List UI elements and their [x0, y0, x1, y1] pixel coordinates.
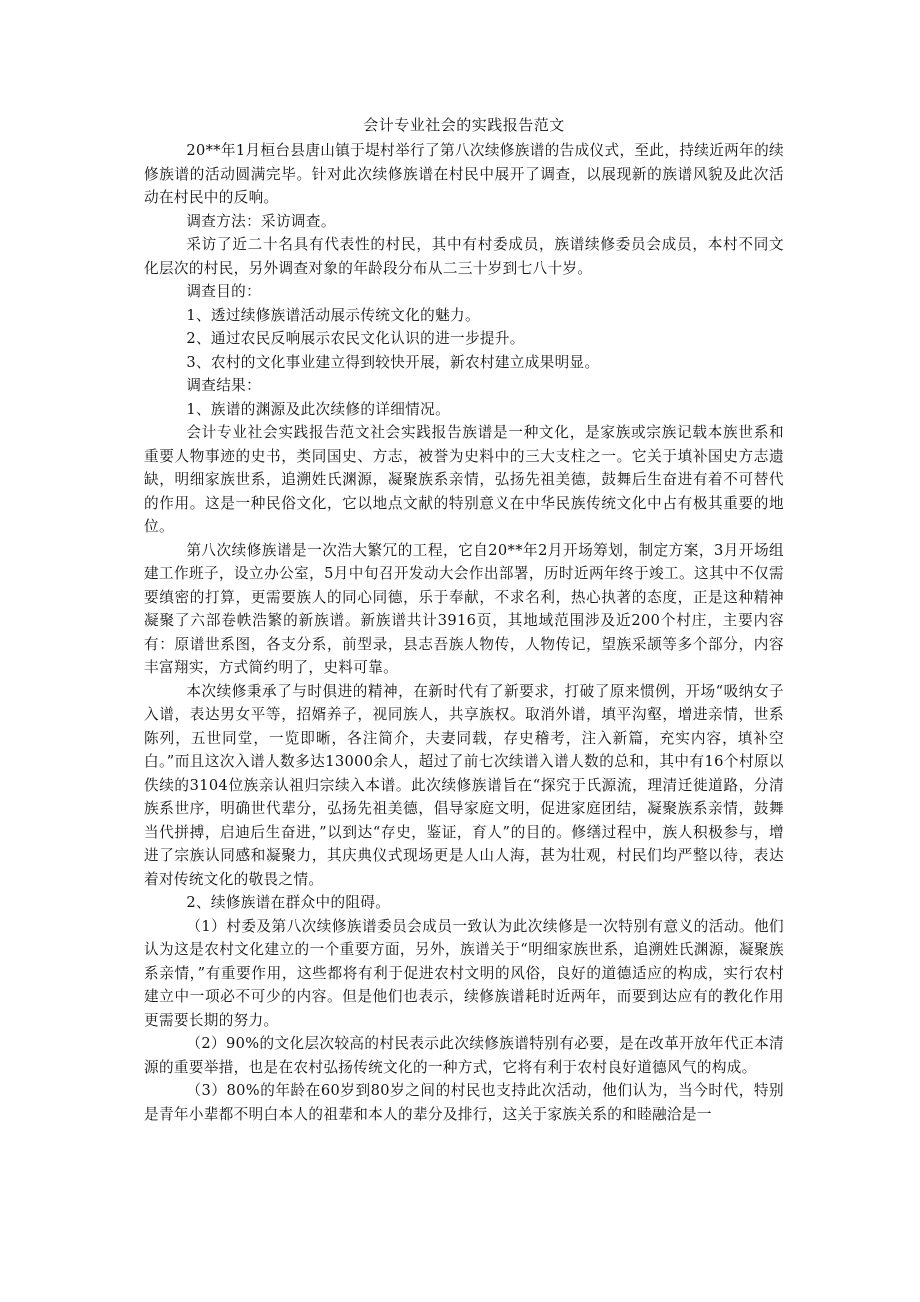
- paragraph-results-heading: 调查结果：: [186, 377, 262, 394]
- paragraph-revision-spirit: 本次续修秉承了与时俱进的精神，在新时代有了新要求，打破了原来惯例，开场“吸纳女子入谱，表达男女平等，招婿养子，视同族人，共享族权。取消外谱，填平沟壑，增进亲情，世系陈列，五世同堂，一览即晰，各注简介，夫妻同载，存史稽考，注入新篇，充实内容，填补空白。”而且这次入谱人数多达13000余人，超过了前七次续谱入谱人数的总和，其中有16个村原以佚续的3104位族亲认祖归宗续入本谱。此次续修族谱旨在“探究于氏源流，理清迁徙道路，分清族系世序，明确世代辈分，弘扬先祖美德，倡导家庭文明，促进家庭团结，凝聚族系亲情，鼓舞当代拼搏，启迪后生奋进，”以到达“存史，鉴证，育人”的目的。修缮过程中，族人积极参与，增进了宗族认同感和凝聚力，其庆典仪式现场更是人山人海，甚为壮观，村民们均严整以待，表达着对传统文化的敬畏之情。: [144, 682, 784, 888]
- paragraph-purpose-3: 3、农村的文化事业建立得到较快开展，新农村建立成果明显。: [186, 353, 600, 371]
- paragraph-survey-subjects: 采访了近二十名具有代表性的村民，其中有村委成员，族谱续修委员会成员，本村不同文化层次的村民，另外调查对象的年龄段分布从二三十岁到七八十岁。: [144, 236, 784, 277]
- paragraph-finding-2: （2）90%的文化层次较高的村民表示此次续修族谱特别有必要，是在改革开放年代正本清源的重要举措，也是在农村弘扬传统文化的一种方式，它将有利于农村良好道德风气的构成。: [144, 1035, 784, 1076]
- paragraph-genealogy-origin: 会计专业社会实践报告范文社会实践报告族谱是一种文化，是家族或宗族记载本族世系和重要人物事迹的史书，类同国史、方志，被誉为史料中的三大支柱之一。它关于填补国史方志遗缺，明细家族世系，追溯姓氏渊源，凝聚族系亲情，弘扬先祖美德，鼓舞后生奋进有着不可替代的作用。这是一种民俗文化，它以地点文献的特别意义在中华民族传统文化中占有极其重要的地位。: [144, 424, 784, 535]
- paragraph-finding-3: （3）80%的年龄在60岁到80岁之间的村民也支持此次活动，他们认为，当今时代，特别是青年小辈都不明白本人的祖辈和本人的辈分及排行，这关于家族关系的和睦融洽是一: [144, 1082, 784, 1123]
- paragraph-finding-1: （1）村委及第八次续修族谱委员会成员一致认为此次续修是一次特别有意义的活动。他们认为这是农村文化建立的一个重要方面，另外，族谱关于“明细家族世系，追溯姓氏渊源，凝聚族系亲情，”有重要作用，这些都将有利于促进农村文明的风俗，良好的道德适应的构成，实行农村建立中一项必不可少的内容。但是他们也表示，续修族谱耗时近两年，而要到达应有的教化作用更需要长期的努力。: [144, 917, 784, 1029]
- paragraph-survey-method: 调查方法：采访调查。: [186, 212, 336, 230]
- paragraph-result-2-heading: 2、续修族谱在群众中的阻碍。: [186, 894, 391, 911]
- paragraph-survey-purpose-heading: 调查目的：: [186, 283, 262, 300]
- paragraph-intro: 20**年1月桓台县唐山镇于堤村举行了第八次续修族谱的告成仪式，至此，持续近两年的续修族谱的活动圆满完毕。针对此次续修族谱在村民中展开了调查，以展现新的族谱风貌及此次活动在村民中的反响。: [144, 142, 784, 206]
- paragraph-eighth-revision: 第八次续修族谱是一次浩大繁冗的工程，它自20**年2月开场筹划，制定方案，3月开场组建工作班子，设立办公室，5月中旬召开发动大会作出部署，历时近两年终于竣工。这其中不仅需要缜密的打算，更需要族人的同心同德，乐于奉献，不求名利，热心执著的态度，正是这种精神凝聚了六部卷帙浩繁的新族谱。新族谱共计3916页，其地域范围涉及近200个村庄，主要内容有：原谱世系图，各支分系，前型录，县志吾族人物传，人物传记，望族采颉等多个部分，内容丰富翔实，方式简约明了，史料可靠。: [144, 541, 784, 676]
- document-page: [144, 114, 784, 1126]
- paragraph-purpose-2: 2、通过农民反响展示农民文化认识的进一步提升。: [186, 330, 525, 347]
- paragraph-result-1-heading: 1、族谱的渊源及此次续修的详细情况。: [186, 400, 451, 418]
- paragraph-purpose-1: 1、透过续修族谱活动展示传统文化的魅力。: [186, 306, 480, 324]
- document-title: 会计专业社会的实践报告范文: [363, 116, 565, 134]
